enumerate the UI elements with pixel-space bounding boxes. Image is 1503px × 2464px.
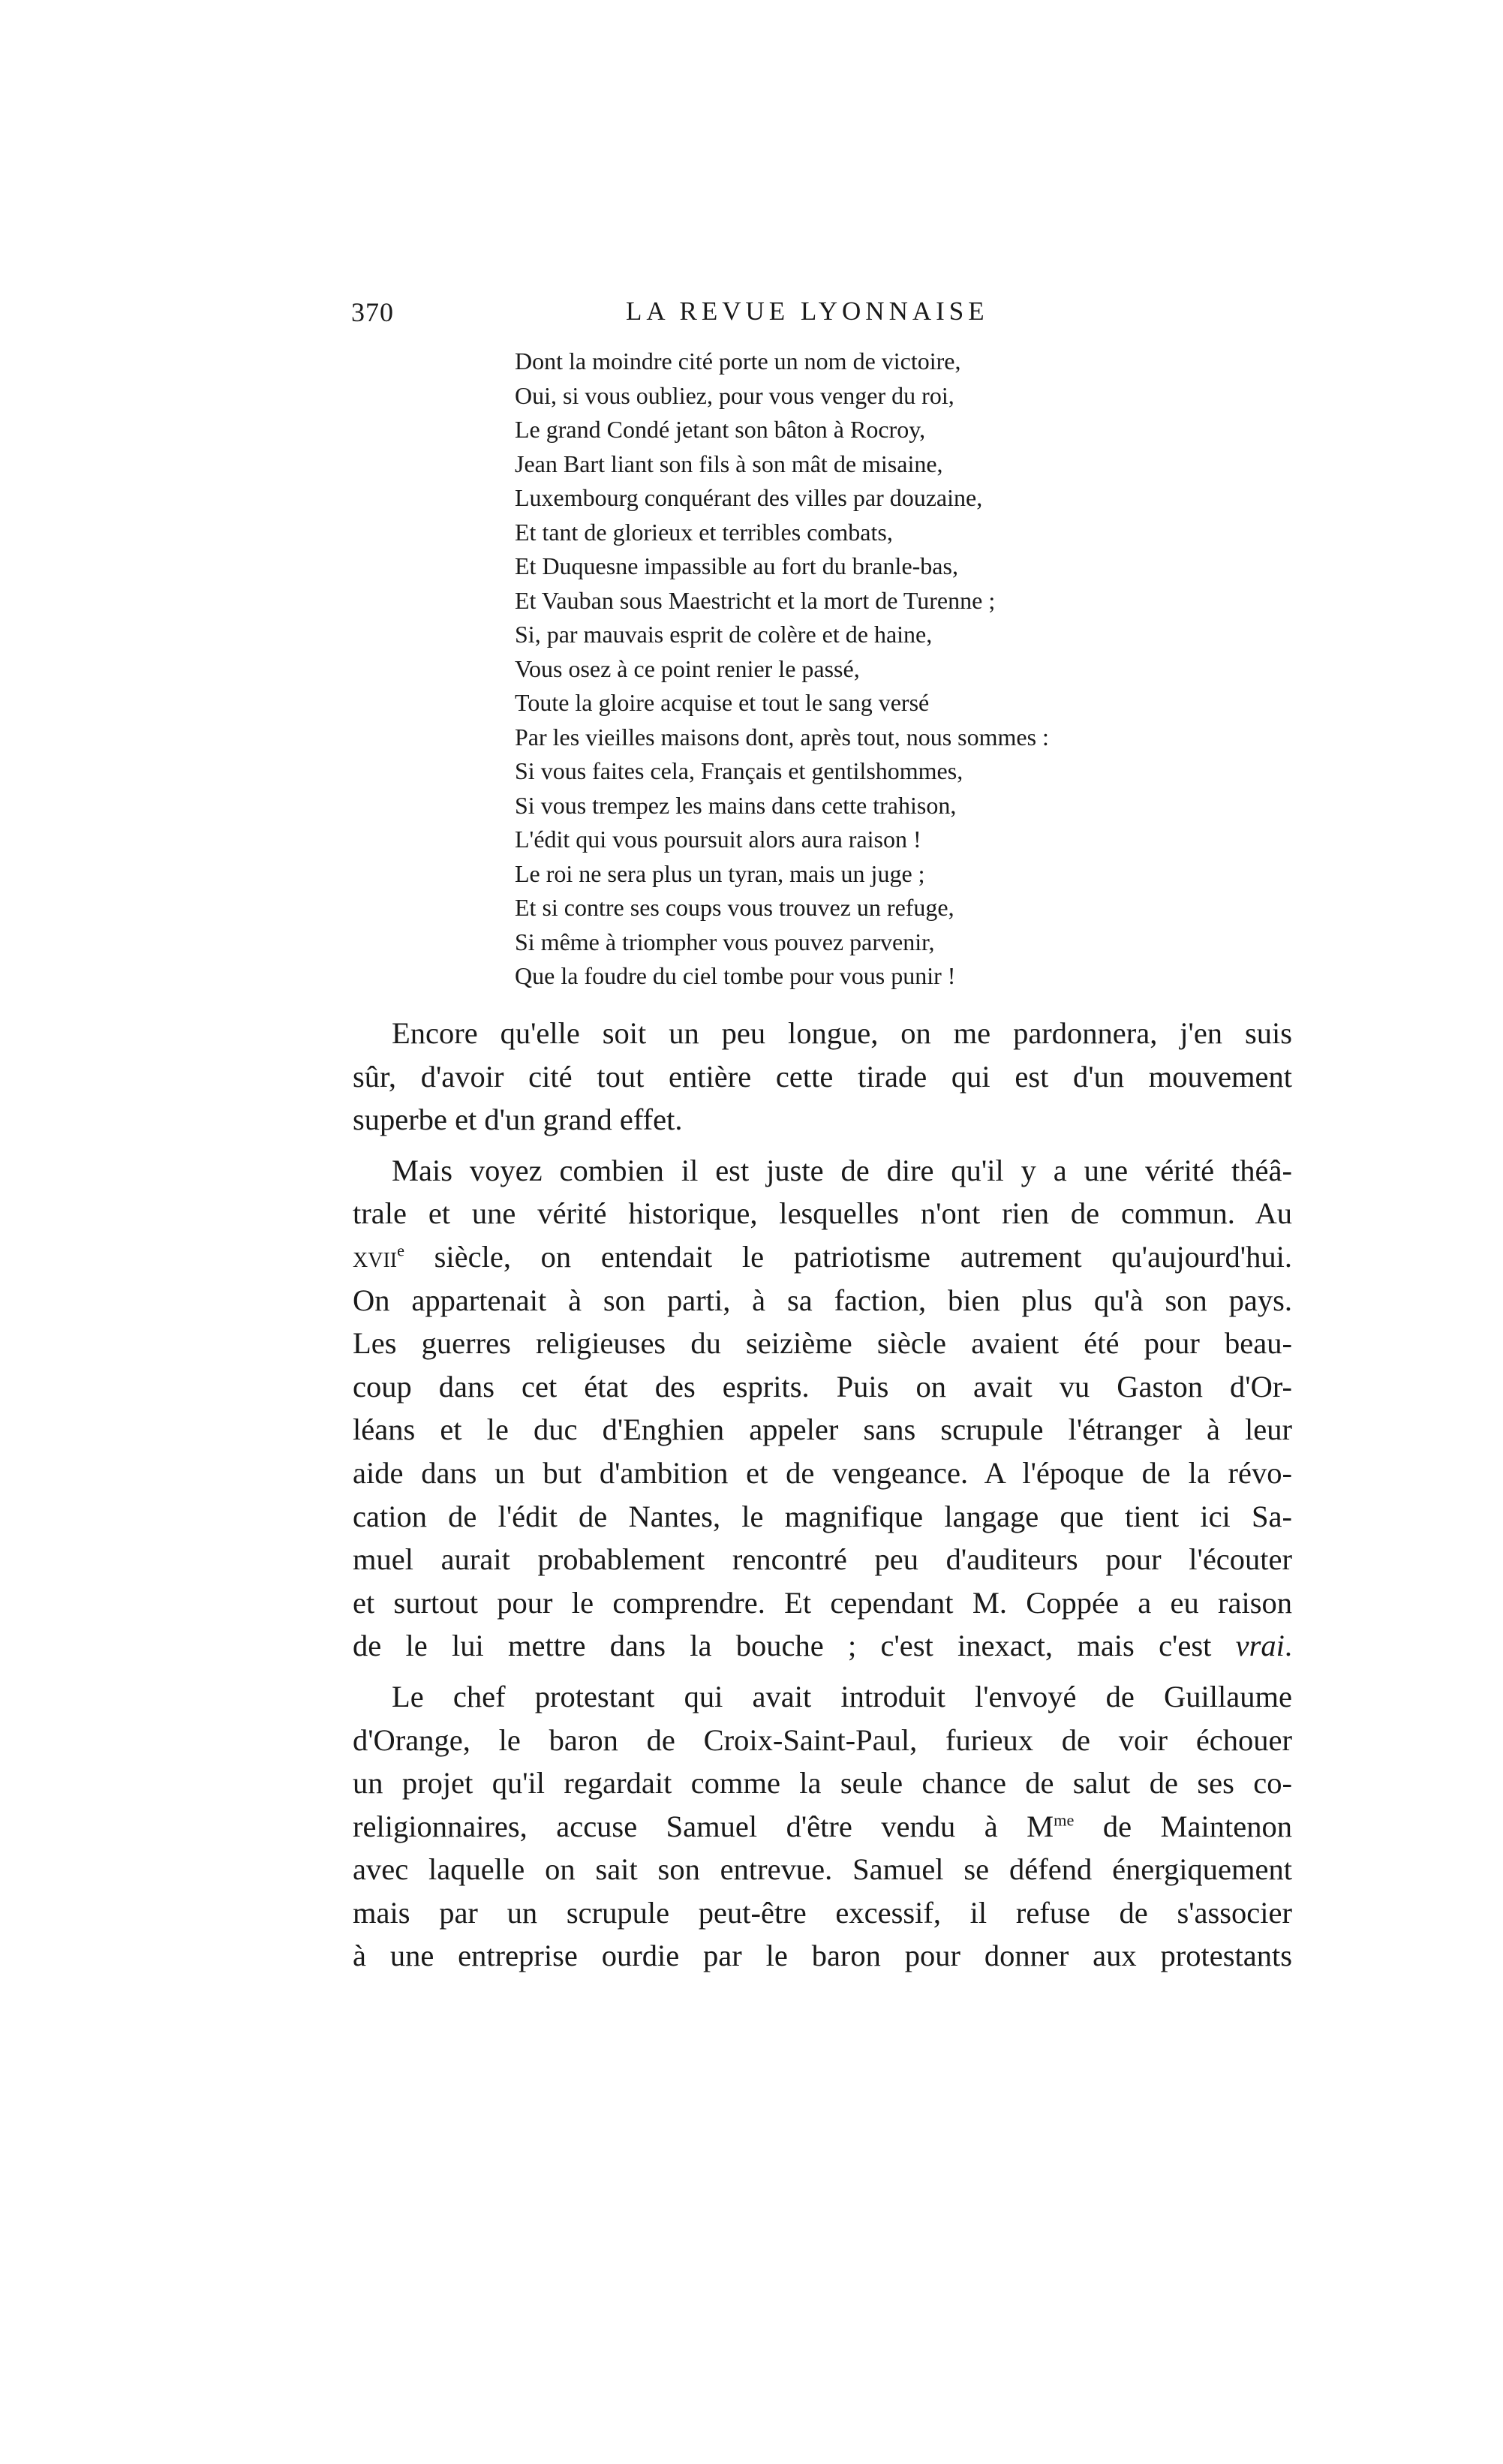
page-number: 370: [351, 297, 394, 327]
verse-line: Le grand Condé jetant son bâton à Rocroy,: [515, 416, 926, 443]
verse-line: Vous osez à ce point renier le passé,: [515, 654, 860, 682]
verse-line: Si vous faites cela, Français et gentilshommes,: [515, 757, 963, 784]
prose-line: léans et le duc d'Enghien appeler sans scrupule l'étranger à leur: [353, 1413, 1292, 1447]
verse-line: Toute la gloire acquise et tout le sang versé: [515, 689, 930, 716]
paragraph-gap: [353, 1142, 1292, 1149]
running-head: [351, 296, 1304, 334]
verse-line: Si même à triompher vous pouvez parvenir,: [515, 928, 935, 955]
paragraph-3: [353, 1675, 1292, 1978]
verse-line: Oui, si vous oubliez, pour vous venger du roi,: [515, 381, 954, 409]
prose-line: [353, 1805, 1292, 1849]
verse-line: Dont la moindre cité porte un nom de victoire,: [515, 347, 961, 375]
prose-line: d'Orange, le baron de Croix-Saint-Paul, furieux de voir échouer: [353, 1722, 1292, 1757]
prose-line: trale et une vérité historique, lesquelles n'ont rien de commun. Au: [353, 1196, 1292, 1231]
prose-line: [353, 1235, 1292, 1279]
prose-line-text: .: [1284, 1629, 1292, 1663]
verse-line: Luxembourg conquérant des villes par douzaine,: [515, 484, 983, 511]
prose-line: Mais voyez combien il est juste de dire qu'il y a une vérité théâ-: [392, 1153, 1292, 1187]
verse-block: [515, 344, 1340, 994]
prose-line: Le chef protestant qui avait introduit l'envoyé de Guillaume: [392, 1679, 1292, 1713]
prose-line: à une entreprise ourdie par le baron pour donner aux protestants: [353, 1939, 1292, 1973]
prose-line: et surtout pour le comprendre. Et cependant M. Coppée a eu raison: [353, 1585, 1292, 1620]
paragraph-1: [353, 1012, 1292, 1142]
journal-title: LA REVUE LYONNAISE: [626, 296, 989, 326]
century-numeral: xvii: [353, 1239, 398, 1274]
verse-line: Et Duquesne impassible au fort du branle-bas,: [515, 552, 958, 579]
prose-line-text: siècle, on entendait le patriotisme autrement qu'aujourd'hui.: [404, 1239, 1292, 1274]
verse-line: Si, par mauvais esprit de colère et de haine,: [515, 621, 933, 648]
prose-line: aide dans un but d'ambition et de vengeance. A l'époque de la révo-: [353, 1455, 1292, 1490]
prose-line: Encore qu'elle soit un peu longue, on me pardonnera, j'en suis: [392, 1016, 1292, 1050]
title-superscript: me: [1054, 1810, 1075, 1830]
prose-line: muel aurait probablement rencontré peu d'auditeurs pour l'écouter: [353, 1542, 1292, 1577]
prose-line: coup dans cet état des esprits. Puis on avait vu Gaston d'Or-: [353, 1369, 1292, 1403]
italic-word: vrai: [1235, 1629, 1285, 1663]
verse-line: Et si contre ses coups vous trouvez un refuge,: [515, 894, 954, 921]
verse-line: Et Vauban sous Maestricht et la mort de Turenne ;: [515, 586, 996, 614]
prose-line-text: de Maintenon: [1074, 1809, 1292, 1843]
century-superscript: e: [397, 1241, 404, 1260]
prose-line: sûr, d'avoir cité tout entière cette tirade qui est d'un mouvement: [353, 1059, 1292, 1094]
verse-line: Si vous trempez les mains dans cette trahison,: [515, 791, 957, 819]
prose-line-text: de le lui mettre dans la bouche ; c'est inexact, mais c'est: [353, 1629, 1236, 1663]
prose-line: mais par un scrupule peut-être excessif, il refuse de s'associer: [353, 1895, 1292, 1930]
verse-line: Et tant de glorieux et terribles combats,: [515, 518, 893, 546]
verse-line: Par les vieilles maisons dont, après tout, nous sommes :: [515, 723, 1049, 751]
prose-line: un projet qu'il regardait comme la seule chance de salut de ses co-: [353, 1766, 1292, 1801]
prose-line: On appartenait à son parti, à sa faction, bien plus qu'à son pays.: [353, 1283, 1292, 1317]
paragraph-gap: [353, 1668, 1292, 1675]
paragraph-2: [353, 1149, 1292, 1668]
verse-line: Que la foudre du ciel tombe pour vous punir !: [515, 962, 956, 989]
prose-line: superbe et d'un grand effet.: [353, 1103, 683, 1137]
prose-block: [353, 1012, 1292, 1978]
verse-line: L'édit qui vous poursuit alors aura raison !: [515, 826, 921, 853]
prose-line: avec laquelle on sait son entrevue. Samuel se défend énergiquement: [353, 1852, 1292, 1887]
prose-line: cation de l'édit de Nantes, le magnifique langage que tient ici Sa-: [353, 1499, 1292, 1533]
verse-line: Jean Bart liant son fils à son mât de misaine,: [515, 450, 943, 477]
prose-line: [353, 1624, 1292, 1668]
verse-line: Le roi ne sera plus un tyran, mais un juge ;: [515, 859, 925, 887]
prose-line: Les guerres religieuses du seizième siècle avaient été pour beau-: [353, 1326, 1292, 1361]
prose-line-text: religionnaires, accuse Samuel d'être vendu à M: [353, 1809, 1054, 1843]
